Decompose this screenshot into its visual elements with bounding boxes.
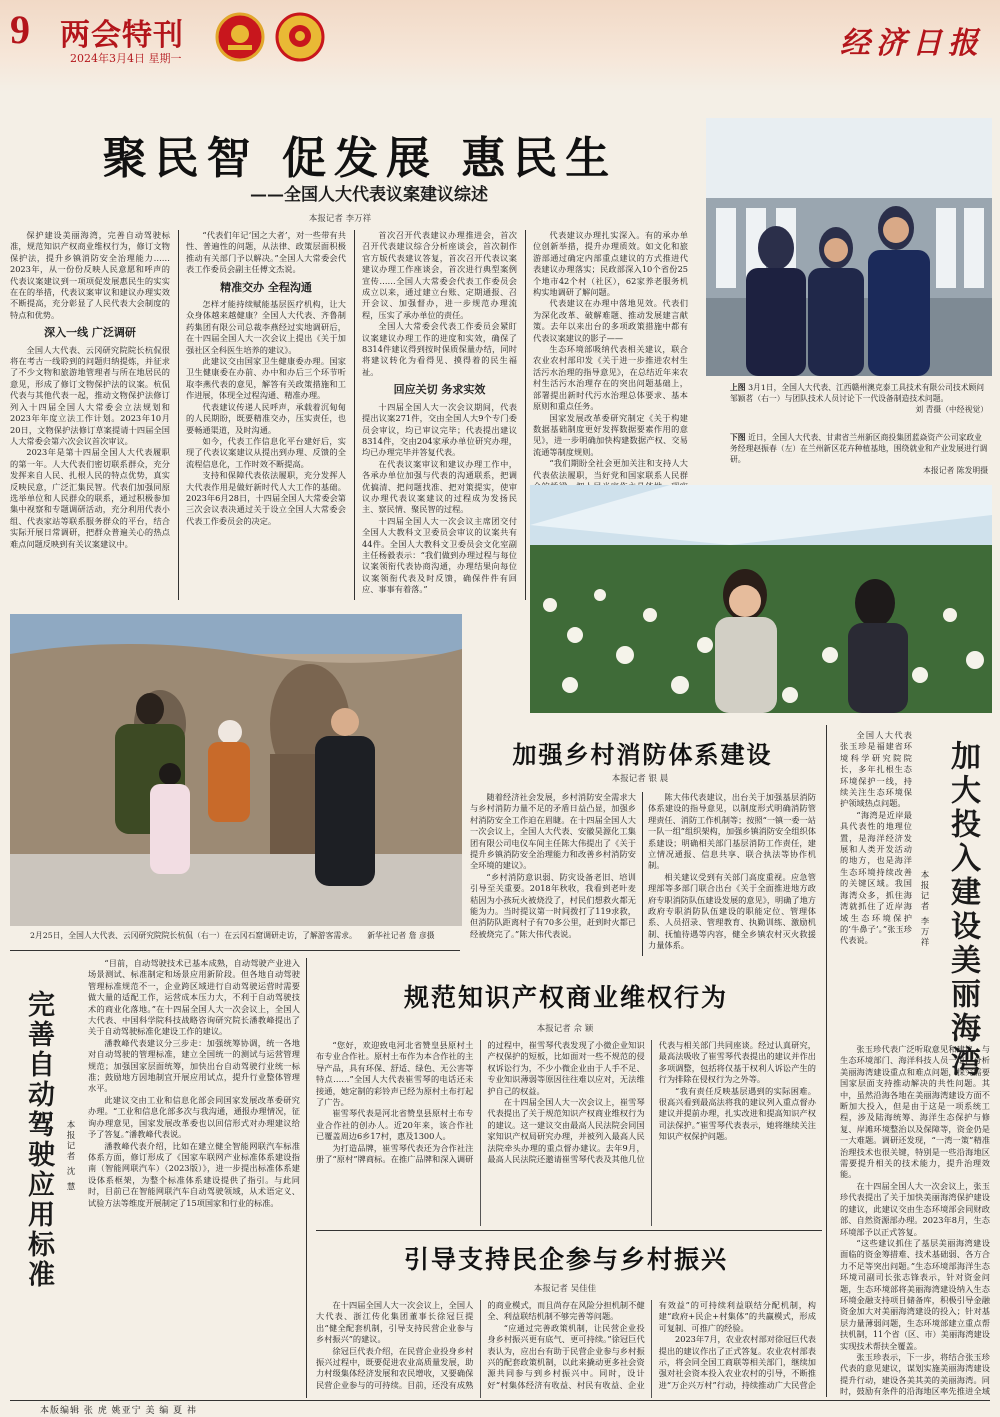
- article1-paragraph: 在代表议案审议和建议办理工作中，各承办单位加强与代表的沟通联系，把调优搞清、把问题找准、把对策提实，使审议办理代表议案建议的过程成为发扬民主、察民情、聚民智的过程。: [362, 458, 517, 515]
- article3-paragraph: 在十四届全国人大一次会议上，张玉珍代表提出了关于加快美丽海湾保护建设的建议，此建议交由生态环境部会同财政部、自然资源部办理。2023年8月，生态环境部予以正式答复。: [840, 1180, 990, 1237]
- article1-paragraph: 全国人大常委会代表工作委员会紧盯议案建议办理工作的进度和实效，确保了8314件建议得到按时保质保量办结，同时将建议转化为看得见、摸得着的民生福祉。: [362, 321, 517, 377]
- main-subhead: ——全国人大代表议案建议综述: [250, 185, 488, 205]
- article1-paragraph: “代表们年记‘国之大者’，对一些带有共性、普遍性的问题，从法律、政策层面积极推动有关部门予以解决。”全国人大常委会代表工作委员会副主任傅文杰说。: [186, 230, 346, 275]
- article5-paragraph: 为打造品牌，崔雪琴代表还为合作社注册了“原村”牌商标。在推广品牌和深入调研的过程中，崔雪琴代表发现了小微企业知识产权保护的短板，比如面对一些不规范的侵权诉讼行为，不少小微企业由于人手不足、专业知识薄弱等原因往往难以应对，无法维护自己的权益。: [316, 1040, 645, 1165]
- caption-mid-right: [730, 432, 988, 476]
- article3-paragraph: 张玉珍代表广泛听取意见和建议，与生态环境部门、海洋科技人员一道，分析美丽海湾建设重点和难点问题，探究需要国家层面支持推动解决的共性问题。其中，虽然沿海各地在美丽海湾建设方面不断加大投入，但是由于这是一项系统工程，涉及陆海统筹、海洋生态保护与修复、岸滩环境整治以及保障等，资金仍是一大难题。调研还发现，“一湾一策”精准治理技术也很关键，特别是一些沿海地区需要提升相关的技术能力，提升治理效能。: [840, 1044, 990, 1180]
- article3-paragraph: “海湾是近岸最具代表性的地理位置，是海洋经济发展和人类开发活动的地方，也是海洋生态环境持续改善的关键区域。我国海湾众多，抓住海湾就抓住了近岸海域生态环境保护的‘牛鼻子’。”张玉珍代表说。: [840, 809, 912, 946]
- article5-byline: 本报记者 佘 颖: [536, 1024, 594, 1034]
- caption-label: 下图: [730, 433, 746, 442]
- photo-grottoes: [10, 614, 462, 926]
- caption-text: 3月1日，全国人大代表、江西赣州澳克泰工具技术有限公司技术顾问邹颖茗（右一）与团队技术人员讨论下一代设备制造技术问题。: [730, 383, 985, 403]
- caption-top-right: [730, 382, 988, 415]
- article4-byline: 本报记者 沈 慧: [65, 1120, 75, 1193]
- article1-paragraph: 此建议交由国家卫生健康委办理。国家卫生健康委在办前、办中和办后三个环节听取李燕代表的意见，解答有关政策措施和工作进展，体现全过程沟通、精准办理。: [186, 356, 346, 401]
- article6-paragraph: 徐冠巨代表介绍，在民营企业投身乡村振兴过程中，既要促进农业高质量发展，助力村级集体经济发展和农民增收，又要确保民营企业参与的可持续。目前，还没有成熟的商业模式，而且尚存在风险分担机制不健全、利益联结机制不够完善等问题。: [316, 1300, 645, 1390]
- article2-paragraph: 随着经济社会发展，乡村消防安全需求大与乡村消防力量不足的矛盾日益凸显，加强乡村消防安全工作迫在眉睫。在十四届全国人大一次会议上，全国人大代表、安徽昊源化工集团有限公司电仪车间主任陈大伟提出了《关于提升乡镇消防安全治理能力和改善乡村消防安全环境的建议》。: [470, 792, 636, 871]
- article1-paragraph: 代表建议传递人民呼声，承载着沉甸甸的人民期盼，既要精准交办，压实责任，也要畅通渠道，及时沟通。: [186, 401, 346, 435]
- article5-headline: 规范知识产权商业维权行为: [403, 983, 728, 1012]
- article1-section2-title: 精准交办 全程沟通: [220, 280, 312, 294]
- caption-credit: 刘 青摄（中经视觉）: [915, 405, 988, 414]
- article1-col1: [10, 230, 170, 600]
- article6-byline: 本报记者 吴佳佳: [533, 1284, 597, 1294]
- main-byline: 本报记者 李万祥: [308, 214, 372, 224]
- article1-col2: [186, 230, 346, 600]
- article4-headline: 完善自动驾驶应用标准: [23, 990, 54, 1290]
- article4-body: [88, 958, 300, 1396]
- caption-left: [30, 930, 450, 941]
- article1-paragraph: 如今，代表工作信息化平台建好后，实现了代表议案建议从提出到办理、反馈的全流程信息化，工作时效不断提高。: [186, 435, 346, 469]
- article1-paragraph: 全国人大代表、云冈研究院院长杭侃很将在考古一线聆到的问题归纳提炼，并征求了不少文物和旅游地管理者与所在地居民的意见，形成了修订文物保护法的议案。杭侃代表与其他代表一起，推动文物保护法修订列入十四届全国人大常委会立法规划和2023年年度立法工作计划。2023年10月20日，文物保护法修订草案提请十四届全国人大常委会第六次会议首次审议。: [10, 344, 170, 446]
- article6-headline: 引导支持民企参与乡村振兴: [403, 1245, 728, 1274]
- article1-paragraph: 代表建议在办理中落地见效。代表们为深化改革、破解难题、推动发展建言献策。去年以来出台的多项政策措施中都有代表议案建议的影子——: [533, 298, 688, 343]
- article1-paragraph: 2023年是第十四届全国人大代表履职的第一年。人大代表们密切联系群众，充分发挥来自人民、扎根人民的特点优势，真实反映民意，广泛汇集民智。代表们加强同原选举单位和人民群众的联系，通过积极参加集中视察和专题调研活动，充分利用代表小组、代表家站等联系服务群众的平台，结合实际开展日常调研，把群众普遍关心的热点难点问题反映到有关议案建议中。: [10, 447, 170, 549]
- article1-intro: 保护建设美丽海湾，完善自动驾驶标准，规范知识产权商业维权行为，修订文物保护法，提升乡镇消防安全治理能力……2023年，从一份份反映人民意愿和呼声的代表议案建议到一项项促发展惠民生的实实在在的举措，代表议案审议和建议办理实效不断提高，充分彰显了人民代表大会制度的特点和优势。: [10, 230, 170, 320]
- masthead: [0, 0, 1000, 92]
- article5-paragraph: 崔雪琴代表是河北省赞皇县原村土布专业合作社的创办人。近20年来，该合作社已覆盖周边6乡17村，惠及1300人。: [316, 1108, 474, 1142]
- cppcc-emblem-icon: [275, 12, 325, 62]
- article2-col2: [648, 792, 816, 956]
- article3-byline: 本报记者 李万祥: [919, 870, 929, 949]
- article1-paragraph: 怎样才能持续赋能基层医疗机构，让大众身体越来越健康？全国人大代表、齐鲁制药集团有限公司总裁李燕经过实地调研后，在十四届全国人大一次会议上提出《关于加强社区全科医生培养的建议》。: [186, 299, 346, 355]
- national-emblem-icon: [215, 12, 265, 62]
- article1-paragraph: 十四届全国人大一次会议主席团交付全国人大教科文卫委员会审议的议案共有44件。全国人大教科文卫委员会文化室副主任杨毅表示：“我们做到办理过程与每位议案领衔代表协商沟通，办理结果向每位议案领衔代表及时反馈，确保件件有回应、事事有着落。”: [362, 515, 517, 595]
- caption-label: 上图: [730, 383, 746, 392]
- caption-text: 近日，全国人大代表、甘肃省兰州新区商投集团蓝焱资产公司家政业务经理赵振春（左）在兰州新区花卉种植基地，围绕就业和产业发展进行调研。: [730, 433, 988, 464]
- article2-paragraph: 陈大伟代表建议，出台关于加强基层消防体系建设的指导意见，以制度形式明确消防管理责任、消防工作机制等；按照“一镇一委一站一队一组”组织架构，加强乡镇消防安全组织体系建设；明确相关部门基层消防工作责任，建立情况通报、信息共享、联合执法等协作机制。: [648, 792, 816, 871]
- main-headline: 聚民智 促发展 惠民生: [102, 133, 618, 184]
- article3-paragraph: 全国人大代表张玉珍是福建省环境科学研究院院长，多年扎根生态环境保护一线，持续关注生态环境保护领域热点问题。: [840, 730, 912, 809]
- article5-paragraph: 在十四届全国人大一次会议上，崔雪琴代表提出了关于规范知识产权商业维权行为的建议。这一建议交由最高人民法院会同国家知识产权局研究办理，并被列入最高人民法院牵头办理的重点督办建议。去年9月，最高人民法院还邀请崔雪琴代表及其他几位代表与相关部门共同座谈。经过认真研究，最高法吸收了崔雪琴代表提出的建议并作出多项调整，包括将仅基于权利人诉讼产生的行为排除在侵权行为之外等。: [487, 1040, 816, 1165]
- article2-col1: [470, 792, 636, 956]
- caption-credit: 新华社记者 詹 彦摄: [367, 931, 435, 940]
- article1-paragraph: “我们期盼全社会更加关注和支持人大代表依法履职，当好党和国家联系人民群: [533, 458, 688, 480]
- article6-body: [316, 1300, 816, 1398]
- article4-paragraph: 潘教峰代表介绍，比如在建立健全智能网联汽车标准体系方面，修订形成了《国家车联网产业标准体系建设指南（智能网联汽车）（2023版）》，进一步提出标准体系建设体系框架，为整个标准体系建设提供了指引。与此同时，目前已在智能网联汽车自动驾驶领域，从术语定义、试验方法等维度开展制定了15项国家和行业的标准。: [88, 1140, 300, 1208]
- article3-headline: 加大投入建设美丽海湾: [945, 740, 980, 1080]
- article1-paragraph: 生态环境部吸纳代表相关建议，联合农业农村部印发《关于进一步推进农村生活污水治理的指导意见》，在总结近年来农村生活污水治理存在的突出问题基础上，部署提出新时代污水治理总体要求、基本原则和重点任务。: [533, 344, 688, 412]
- article3-top-col: [840, 730, 912, 1044]
- article1-paragraph: 首次召开代表建议办理推进会，首次召开代表建议综合分析座谈会，首次制作官方版代表建议答复，首次召开代表议案建议办理工作座谈会，首次进行典型案例宣传……全国人大常委会代表工作委员会成立以来，通过建立台账、定期通报、召开会议、加强督办，进一步规范办理流程，压实了承办单位的责任。: [362, 230, 517, 320]
- section-title: 两会特刊: [60, 18, 184, 53]
- article1-section1-title: 深入一线 广泛调研: [44, 326, 136, 340]
- article4-paragraph: “目前，自动驾驶技术已基本成熟，自动驾驶产业进入场景测试、标准制定和场景应用新阶段。但各地自动驾驶管理标准规范不一，企业跨区域进行自动驾驶运营时需要做大量的适配工作，运营成本压力大，不利于自动驾驶技术的商业化落地。”在十四届全国人大一次会议上，全国人大代表、中国科学院科技战略咨询研究院长潘教峰提出了关于自动驾驶标准化建设工作的建议。: [88, 958, 300, 1037]
- article1-col3: [362, 230, 517, 600]
- article5-paragraph: “我有责任反映基层遇到的实际困难。很高兴看到最高法将我的建议列入重点督办建议并提前办理，扎实改进和提高知识产权司法保护。”崔雪琴代表表示，她将继续关注知识产权保护问题。: [658, 1085, 816, 1142]
- article1-paragraph: 十四届全国人大一次会议期间，代表提出议案271件，交由全国人大9个专门委员会审议，均已审议完毕；代表提出建议8314件，交由204家承办单位研究办理，均已办理完毕并答复代表。: [362, 401, 517, 458]
- article1-section3-title: 回应关切 务求实效: [393, 383, 486, 397]
- photo-factory: [706, 118, 992, 376]
- page-number: 9: [10, 7, 30, 52]
- article5-paragraph: “您好，欢迎致电河北省赞皇县原村土布专业合作社。原村土布作为本合作社的主导产品，具有环保、舒适、绿色、无公害等特点……”全国人大代表崔雪琴的电话还未接通，她定制的彩铃声已经为原村土布打起了广告。: [316, 1040, 474, 1108]
- article1-paragraph: 国家发展改革委研究制定《关于构建数据基础制度更好发挥数据要素作用的意见》，进一步明确加快构建数据产权、交易流通等制度规则。: [533, 412, 688, 457]
- article3-bottom-col: [840, 1044, 990, 1396]
- paper-name: 经济日报: [840, 26, 984, 61]
- article4-paragraph: 此建议交由工业和信息化部会同国家发展改革委研究办理。“工业和信息化部多次与我沟通，通报办理情况，征询办理意见，国家发展改革委也以回信形式对办理建议给予了答复。”潘教峰代表说。: [88, 1094, 300, 1140]
- article2-paragraph: 相关建议受到有关部门高度重视。应急管理部等多部门联合出台《关于全面推进地方政府专职消防队伍建设发展的意见》，明确了地方政府专职消防队伍建设的职能定位、管理体系、人员招录、管理教育、执勤训练、激励机制、抚恤待遇等内容，健全乡镇农村灭火救援力量体系。: [648, 871, 816, 951]
- article1-paragraph: 代表建议办理扎实深入。有的承办单位创新举措，提升办理质效。如文化和旅游部通过确定内部重点建议的方式推进代表建议办理落实；民政部深入10个省份25个地市42个村（社区），62家养老服务机构实地调研了解问题。: [533, 230, 688, 298]
- article1-paragraph: 支持和保障代表依法履职，充分发挥人大代表作用是做好新时代人大工作的基础。2023年6月28日，十四届全国人大常委会第三次会议表决通过关于设立全国人大常委会代表工作委员会的决定。: [186, 470, 346, 526]
- caption-credit: 本报记者 陈发明摄: [923, 466, 988, 475]
- article6-paragraph: “应通过完善政策机制，让民营企业投身乡村振兴更有底气、更可持续。”徐冠巨代表认为，应出台有助于民营企业参与乡村振兴的配套政策机制，以此来撬动更多社会资源共同参与到乡村振兴中。同时，设计好“村集体经济有收益、村民有收益、企业有效益”的可持续利益联结分配机制，构建“政府+民企+村集体”的共赢模式，形成可复制、可推广的经验。: [487, 1300, 816, 1390]
- article2-headline: 加强乡村消防体系建设: [512, 740, 773, 769]
- photo-flower-base: [530, 485, 992, 713]
- article3-paragraph: “这些建议抓住了基层美丽海湾建设面临的资金筹措难、技术基础弱、各方合力不足等突出问题。”生态环境部海洋生态环境司副司长张志锋表示，针对资金问题，生态环境部将美丽海湾建设纳入生态环境金融支持项目储备库，积极引导金融资金加大对美丽海湾建设的投入；针对基层力量薄弱问题，生态环境部建立重点帮扶机制，11个省（区、市）美丽海湾建设实现技术帮扶全覆盖。: [840, 1237, 990, 1351]
- caption-text: 2月25日，全国人大代表、云冈研究院院长杭侃（右一）在云冈石窟调研走访，了解游客需求。: [30, 931, 357, 940]
- footer-editors: 本版编辑 张 虎 姚亚宁 美 编 夏 祎: [40, 1406, 198, 1416]
- article6-paragraph: 在十四届全国人大一次会议上，全国人大代表、浙江传化集团董事长徐冠巨提出“健全配套机制，引导支持民营企业参与乡村振兴”的建议。: [316, 1300, 474, 1345]
- issue-date: 2024年3月4日 星期一: [70, 52, 182, 65]
- article2-paragraph: “乡村消防意识弱、防灾设备老旧、培训引导至关重要。2018年秋收，我看到老叶麦秸因为小孩玩火被烧没了，村民们想救火都无能为力。当时提议第一时间拨打了119求救，但消防队距离村子有70多公里，赶到时火都已经被烧完了。”陈大伟代表说。: [470, 871, 636, 939]
- article2-byline: 本报记者 银 晨: [611, 774, 669, 784]
- article4-paragraph: 潘教峰代表建议分三步走：加强统筹协调，统一各地对自动驾驶的管理标准，建立全国统一的测试与运营管理规范；加强国家层面统筹，加快出台自动驾驶行业统一标准；鼓励地方因地制宜开展应用试点，提升行业整体管理水平。: [88, 1037, 300, 1094]
- article3-paragraph: 张玉珍表示，下一步，将结合张玉珍代表的意见建议，谋划实施美丽海湾建设提升行动，建设各美其美的美丽海湾。同时，鼓励有条件的沿海地区率先推进全域: [840, 1351, 990, 1396]
- article6-paragraph: 2023年7月，农业农村部对徐冠巨代表提出的建议作出了正式答复。农业农村部表示，将会同全国工商联等相关部门，继续加强对社会资本投入农业农村的引导，不断推进“万企兴万村”行动，持续推动广大民营企: [658, 1334, 816, 1390]
- article5-body: [316, 1040, 816, 1226]
